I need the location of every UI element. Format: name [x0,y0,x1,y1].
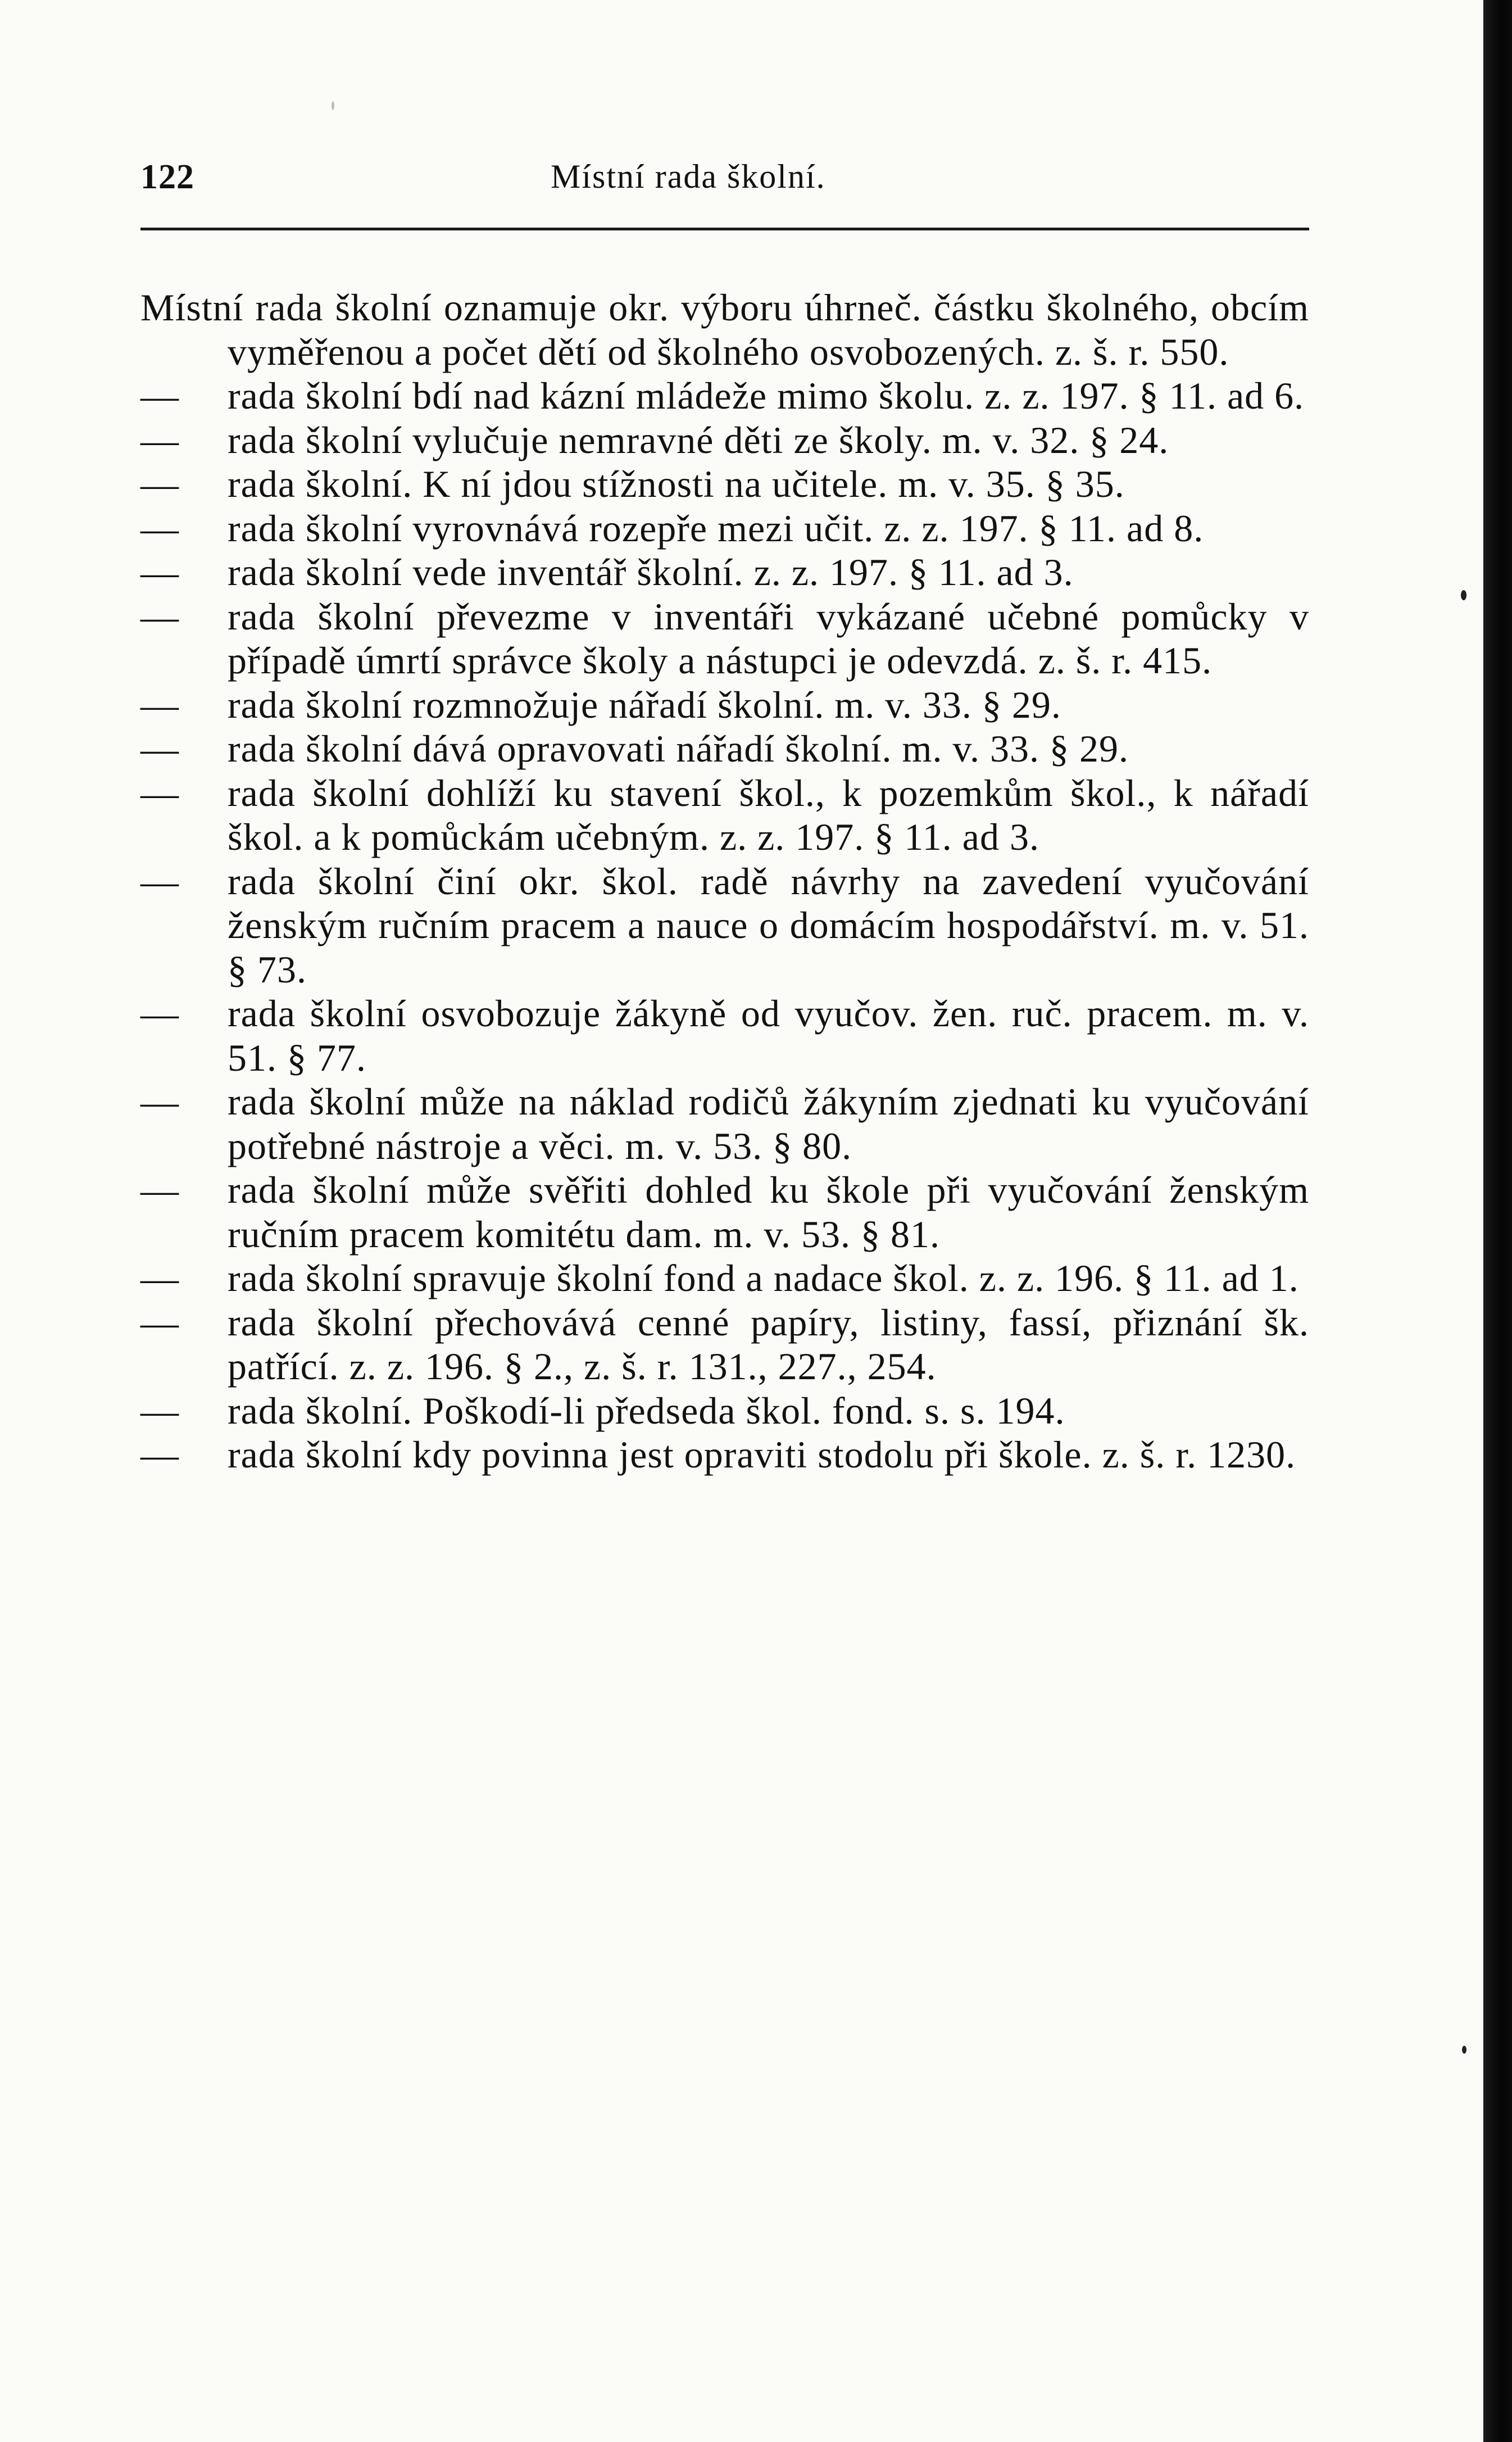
entry-text: rada školní rozmnožuje nářadí školní. m. v. 33. § 29. [228,683,1061,726]
index-entry [140,859,1309,992]
entry-text: rada školní vede inventář školní. z. z. 197. § 11. ad 3. [228,551,1074,593]
page-number: 122 [140,158,194,196]
index-entry [140,506,1309,551]
index-entry [140,991,1309,1080]
index-entry [140,771,1309,859]
running-title: Místní rada školní. [551,158,826,195]
dash-mark: — [140,771,179,814]
index-entry [140,1433,1309,1477]
entry-text: rada školní. K ní jdou stížnosti na učitele. m. v. 35. § 35. [228,463,1125,505]
entry-text: rada školní činí okr. škol. radě návrhy na zavedení vyučování ženským ručním pracem a nauce o domácím hospodářství. m. v. 51. § 73. [228,859,1309,991]
dash-mark: — [140,992,179,1035]
dash-mark: — [140,506,179,550]
index-entry [140,727,1309,771]
header-rule [140,228,1309,230]
dash-mark: — [140,1168,179,1211]
index-entry [140,462,1309,506]
index-entry [140,1301,1309,1389]
entry-text: Místní rada školní oznamuje okr. výboru úhrneč. částku školného, obcím vyměřenou a počet dětí od školného osvobozených. z. š. r. 550. [140,286,1309,373]
entry-text: rada školní dohlíží ku stavení škol., k pozemkům škol., k nářadí škol. a k pomůckám učebným. z. z. 197. § 11. ad 3. [228,771,1309,858]
entry-text: rada školní spravuje školní fond a nadace škol. z. z. 196. § 11. ad 1. [228,1257,1299,1299]
dash-mark: — [140,1389,179,1432]
dash-mark: — [140,595,179,638]
index-entry [140,418,1309,463]
dash-mark: — [140,683,179,726]
scan-edge [1483,0,1512,2442]
dash-mark: — [140,1301,179,1344]
index-entries [140,286,1309,1477]
entry-text: rada školní přechovává cenné papíry, listiny, fassí, přiznání šk. patřící. z. z. 196. § 2., z. š. r. 131., 227., 254. [228,1301,1309,1388]
dash-mark: — [140,374,179,417]
dash-mark: — [140,418,179,461]
dash-mark: — [140,463,179,505]
index-entry [140,595,1309,683]
index-entry [140,1168,1309,1256]
dash-mark: — [140,727,179,770]
index-entry [140,1389,1309,1433]
entry-text: rada školní dává opravovati nářadí školní. m. v. 33. § 29. [228,727,1129,770]
entry-text: rada školní bdí nad kázní mládeže mimo školu. z. z. 197. § 11. ad 6. [228,374,1305,417]
entry-text: rada školní převezme v inventáři vykázané učebné pomůcky v případě úmrtí správce školy a nástupci je odevzdá. z. š. r. 415. [228,595,1309,682]
dash-mark: — [140,859,179,903]
index-entry [140,1256,1309,1301]
index-entry [140,550,1309,595]
entry-text: rada školní. Poškodí-li předseda škol. fond. s. s. 194. [228,1389,1065,1432]
entry-text: rada školní kdy povinna jest opraviti stodolu při škole. z. š. r. 1230. [228,1433,1296,1476]
index-entry [140,1080,1309,1168]
entry-text: rada školní vylučuje nemravné děti ze školy. m. v. 32. § 24. [228,418,1169,461]
index-entry [140,683,1309,727]
page-header [140,157,1309,214]
print-speck [332,101,334,110]
entry-text: rada školní osvobozuje žákyně od vyučov. žen. ruč. pracem. m. v. 51. § 77. [228,992,1309,1079]
print-speck [1462,2046,1466,2054]
entry-text: rada školní vyrovnává rozepře mezi učit. z. z. 197. § 11. ad 8. [228,506,1204,550]
index-entry [140,286,1309,374]
dash-mark: — [140,1257,179,1299]
print-speck [1461,590,1466,600]
index-entry [140,374,1309,418]
dash-mark: — [140,1433,179,1476]
entry-text: rada školní může svěřiti dohled ku škole při vyučování ženským ručním pracem komitétu dam. m. v. 53. § 81. [228,1168,1309,1256]
entry-text: rada školní může na náklad rodičů žákyním zjednati ku vyučování potřebné nástroje a věci. m. v. 53. § 80. [228,1080,1309,1167]
dash-mark: — [140,1080,179,1123]
dash-mark: — [140,551,179,593]
